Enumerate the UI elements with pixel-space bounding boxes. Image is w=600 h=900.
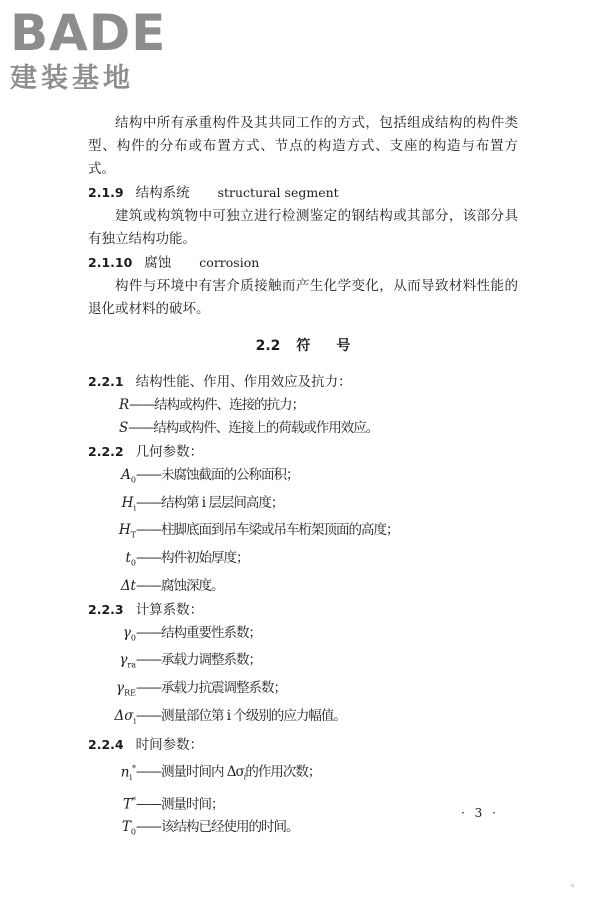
clause-number: 2.2.4 — [88, 736, 124, 752]
symbol-description: ——构件初始厚度； — [136, 550, 249, 567]
symbol-description: ——结构重要性系数； — [136, 624, 261, 641]
section-heading-2-2 — [88, 335, 518, 358]
clause-heading-2-2-1 — [88, 370, 518, 394]
clause-title: 几何参数： — [135, 444, 204, 460]
symbol: $T_0$ — [121, 819, 136, 837]
term-chinese: 腐蚀 — [144, 255, 172, 271]
symbol-description: ——测量时间内 $\Delta\sigma_i$的作用次数； — [136, 764, 321, 782]
term-heading-2-1-10 — [88, 251, 518, 275]
section-title-char-2: 号 — [336, 338, 351, 354]
symbol-row — [88, 622, 518, 650]
symbol-row — [88, 649, 518, 677]
scan-speck — [571, 884, 574, 887]
symbol: $A_0$ — [121, 467, 136, 485]
symbol: $H_T$ — [118, 522, 136, 541]
symbol-description: ——测量部位第 i 个级别的应力幅值。 — [136, 707, 346, 724]
page-content — [88, 112, 518, 844]
clause-number: 2.2.1 — [88, 374, 124, 389]
symbol-row — [88, 492, 518, 520]
intro-paragraph: 结构中所有承重构件及其共同工作的方式，包括组成结构的构件类型、构件的分布或布置方式、节点的构造方式、支座的构造与布置方式。 — [88, 115, 518, 177]
symbol: $\Delta\sigma_i$ — [114, 707, 136, 726]
symbol-row — [88, 464, 518, 492]
clause-number: 2.2.2 — [88, 444, 124, 459]
symbol: $n_i^*$ — [120, 763, 136, 782]
clause-title: 计算系数： — [135, 601, 204, 618]
symbol-row — [88, 575, 518, 598]
symbol: $H_i$ — [121, 494, 136, 513]
symbol-description: ——结构第 i 层层间高度； — [136, 494, 284, 511]
clause-number: 2.1.9 — [88, 185, 124, 200]
symbol: $\gamma_0$ — [122, 624, 136, 643]
clause-number: 2.2.3 — [88, 601, 124, 617]
clause-heading-2-2-3 — [88, 598, 518, 622]
bade-logo — [10, 4, 167, 94]
symbol: Δt — [120, 577, 136, 594]
clause-number: 2.1.10 — [88, 255, 133, 270]
symbol: $\gamma_{ra}$ — [119, 652, 136, 671]
symbol: $t_0$ — [125, 550, 136, 568]
logo-wordmark: BADE — [10, 4, 167, 62]
section-number: 2.2 — [255, 338, 281, 354]
clause-heading-2-2-2 — [88, 440, 518, 464]
symbol-row — [88, 547, 518, 575]
term-english: corrosion — [199, 255, 260, 270]
page-number: · 3 · — [461, 806, 499, 820]
symbol: R — [119, 397, 130, 413]
symbol-description: ——承载力抗震调整系数； — [136, 680, 286, 697]
symbol-description: ——未腐蚀截面的公称面积； — [136, 467, 299, 483]
symbol-description: ——承载力调整系数； — [136, 652, 261, 669]
term-definition-2-1-10: 构件与环境中有害介质接触而产生化学变化，从而导致材料性能的退化或材料的破坏。 — [88, 278, 518, 317]
symbol-row — [88, 417, 518, 440]
symbol-row — [88, 789, 518, 817]
symbol-description: ——该结构已经使用的时间。 — [136, 819, 299, 836]
term-english: structural segment — [217, 185, 339, 200]
logo-subtitle: 建装基地 — [10, 63, 134, 94]
symbol-description: ——结构或构件、连接的抗力； — [129, 397, 305, 413]
symbol-description: ——腐蚀深度。 — [136, 577, 224, 594]
symbol-row — [88, 394, 518, 417]
symbol-description: ——结构或构件、连接上的荷载或作用效应。 — [128, 420, 379, 436]
clause-heading-2-2-4 — [88, 733, 518, 757]
section-title-char-1: 符 — [296, 338, 311, 354]
symbol-description: ——柱脚底面到吊车梁或吊车桁架顶面的高度； — [136, 522, 399, 539]
symbol-row — [88, 816, 518, 844]
clause-title: 时间参数： — [135, 736, 204, 753]
symbol-row — [88, 705, 518, 733]
symbol: T* — [122, 795, 136, 813]
term-heading-2-1-9 — [88, 181, 518, 205]
symbol: $\gamma_{RE}$ — [116, 680, 136, 698]
symbol-row — [88, 677, 518, 705]
clause-title: 结构性能、作用、作用效应及抗力： — [135, 374, 352, 390]
term-chinese: 结构系统 — [135, 185, 190, 201]
symbol: S — [119, 420, 129, 436]
term-definition-2-1-9: 建筑或构筑物中可独立进行检测鉴定的钢结构或其部分，该部分具有独立结构功能。 — [88, 208, 518, 247]
symbol-row — [88, 519, 518, 547]
symbol-description: ——测量时间； — [136, 796, 224, 813]
symbol-row — [88, 757, 518, 789]
